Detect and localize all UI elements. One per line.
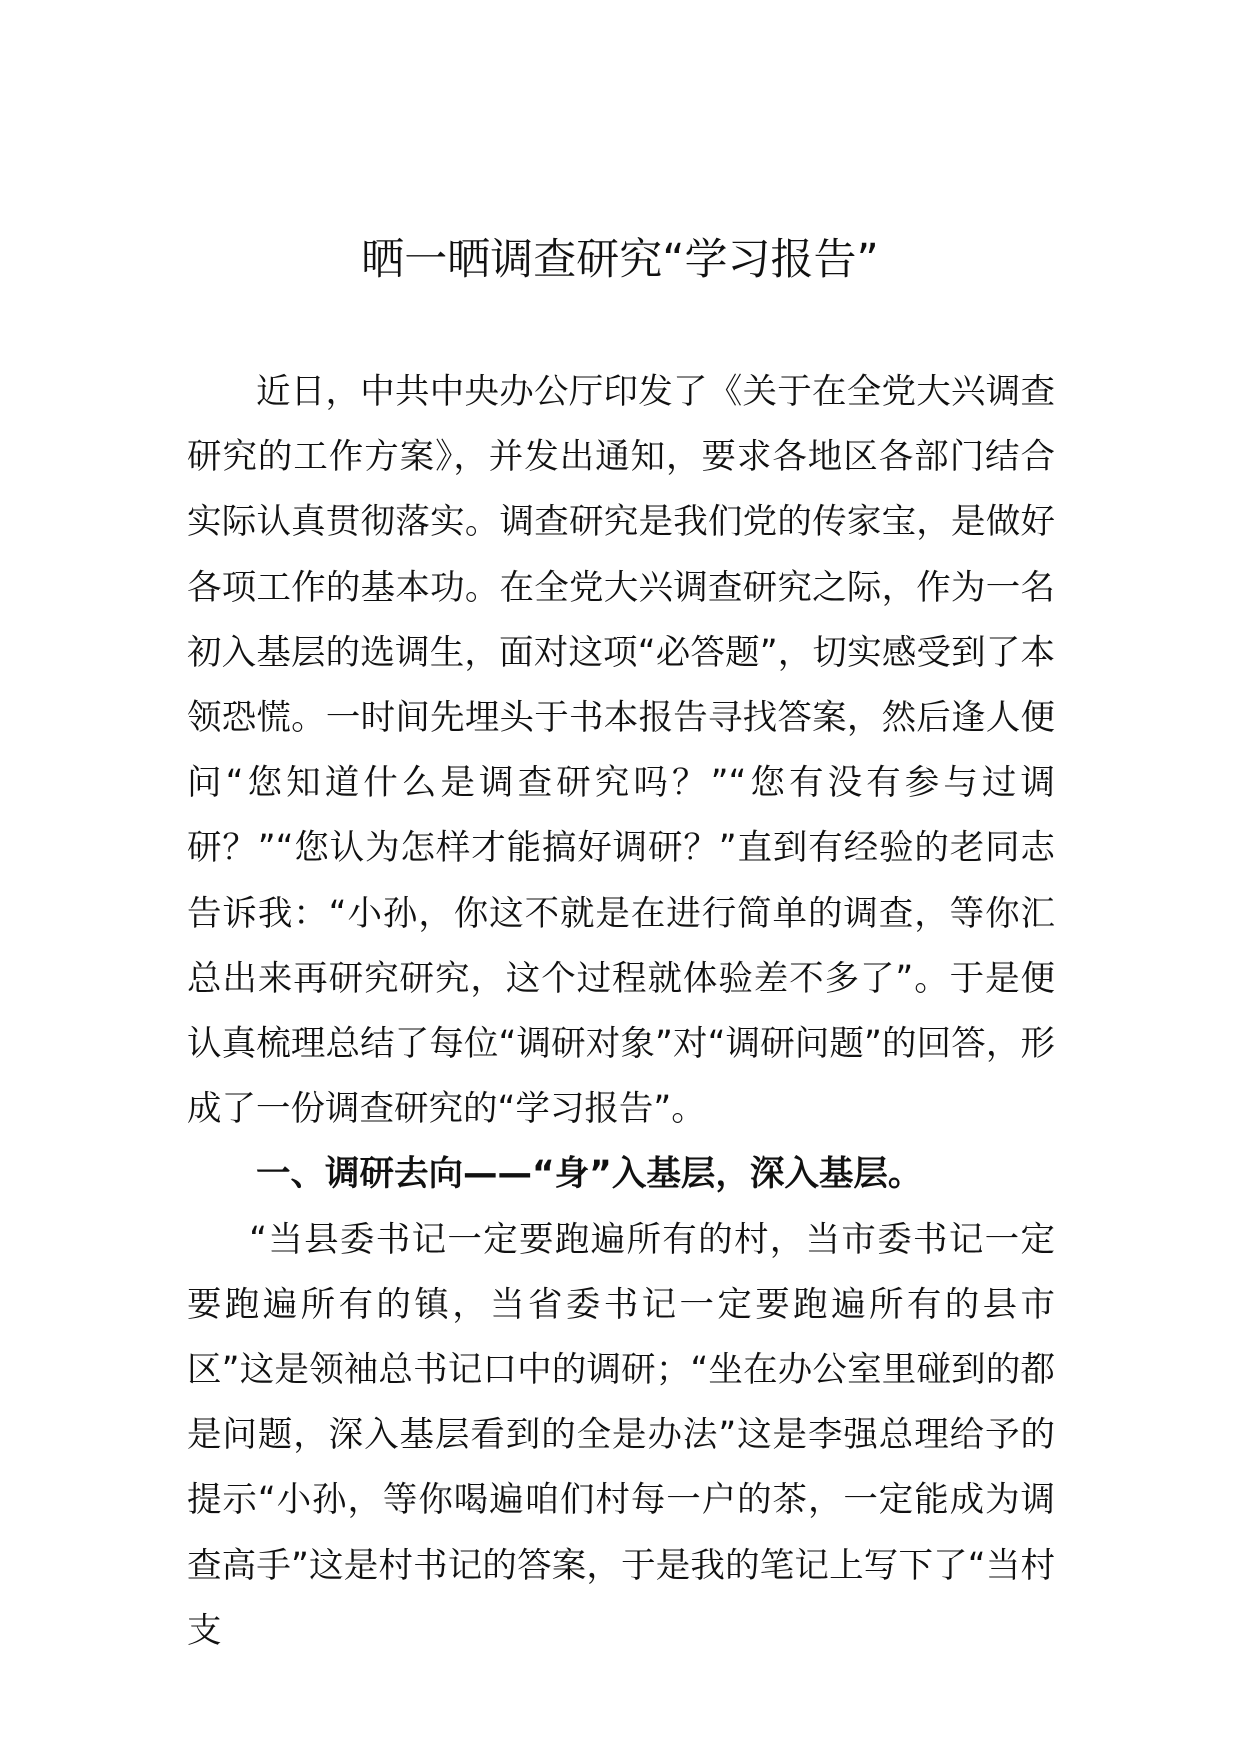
section-heading-1: 一、调研去向——“身”入基层，深入基层。 (256, 1154, 923, 1195)
body-paragraph-section-1: “当县委书记一定要跑遍所有的村，当市委书记一定要跑遍所有的镇，当省委书记一定要跑遍所有的县市区”这是领袖总书记口中的调研；“坐在办公室里碰到的都是问题，深入基层看到的全是办法”这是李强总理给予的提示“小孙，等你喝遍咱们村每一户的茶，一定能成为调查高手”这是村书记的答案，于是我的笔记上写下了“当村支 (187, 1219, 1055, 1651)
document-body (187, 360, 1055, 1664)
document-title: 晒一晒调查研究“学习报告” (361, 235, 879, 285)
body-paragraph-intro: 近日，中共中央办公厅印发了《关于在全党大兴调查研究的工作方案》，并发出通知，要求各地区各部门结合实际认真贯彻落实。调查研究是我们党的传家宝，是做好各项工作的基本功。在全党大兴调查研究之际，作为一名初入基层的选调生，面对这项“必答题”，切实感受到了本领恐慌。一时间先埋头于书本报告寻找答案，然后逢人便问“您知道什么是调查研究吗？”“您有没有参与过调研？”“您认为怎样才能搞好调研？”直到有经验的老同志告诉我：“小孙，你这不就是在进行简单的调查，等你汇总出来再研究研究，这个过程就体验差不多了”。于是便认真梳理总结了每位“调研对象”对“调研问题”的回答，形成了一份调查研究的“学习报告”。 (187, 372, 1055, 1130)
